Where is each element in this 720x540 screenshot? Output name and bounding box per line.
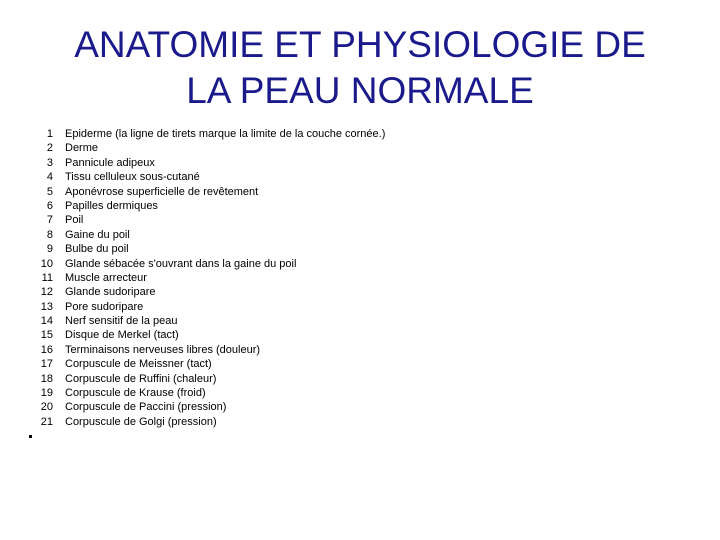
title-line-2: LA PEAU NORMALE	[186, 70, 534, 111]
legend-number: 16	[40, 343, 53, 356]
legend-item-2	[37, 141, 677, 155]
legend-item-6	[37, 199, 677, 213]
legend-label: Derme	[65, 142, 99, 155]
page-title	[30, 22, 690, 114]
legend-item-10	[37, 257, 677, 271]
legend-label: Corpuscule de Paccini (pression)	[65, 401, 227, 414]
legend-item-11	[37, 271, 677, 285]
title-line-1: ANATOMIE ET PHYSIOLOGIE DE	[74, 24, 646, 65]
legend-number: 6	[46, 199, 53, 212]
legend-item-16	[37, 343, 677, 357]
legend-item-21	[37, 415, 677, 429]
legend-label: Aponévrose superficielle de revêtement	[65, 185, 259, 198]
legend-label: Terminaisons nerveuses libres (douleur)	[65, 343, 261, 356]
legend-item-4	[37, 170, 677, 184]
legend-number: 4	[46, 171, 53, 184]
legend-label: Gaine du poil	[65, 228, 130, 241]
legend-number: 10	[40, 257, 53, 270]
legend-list	[37, 127, 677, 429]
legend-number: 21	[40, 415, 53, 428]
legend-number: 2	[46, 142, 53, 155]
legend-item-9	[37, 242, 677, 256]
legend-label: Glande sébacée s'ouvrant dans la gaine du poil	[65, 257, 297, 270]
legend-number: 14	[40, 315, 53, 328]
legend-label: Tissu celluleux sous-cutané	[65, 171, 200, 184]
legend-item-1	[37, 127, 677, 141]
legend-item-13	[37, 300, 677, 314]
legend-label: Muscle arrecteur	[65, 271, 147, 284]
legend-number: 20	[40, 401, 53, 414]
legend-number: 12	[40, 286, 53, 299]
legend-label: Pore sudoripare	[65, 300, 144, 313]
legend-label: Nerf sensitif de la peau	[65, 315, 178, 328]
legend-label: Corpuscule de Meissner (tact)	[65, 358, 212, 371]
legend-item-7	[37, 213, 677, 227]
legend-item-17	[37, 357, 677, 371]
legend-number: 13	[40, 300, 53, 313]
legend-item-20	[37, 400, 677, 414]
legend-label: Pannicule adipeux	[65, 156, 155, 169]
legend-number: 3	[46, 156, 53, 169]
legend-number: 9	[46, 243, 53, 256]
legend-item-5	[37, 185, 677, 199]
legend-item-3	[37, 156, 677, 170]
bullet-marker	[29, 435, 32, 438]
legend-label: Epiderme (la ligne de tirets marque la limite de la couche cornée.)	[65, 128, 386, 140]
legend-label: Corpuscule de Krause (froid)	[65, 387, 206, 400]
legend-number: 15	[40, 329, 53, 342]
legend-number: 17	[40, 358, 53, 371]
legend-number: 8	[46, 228, 53, 241]
legend-item-12	[37, 285, 677, 299]
legend-label: Corpuscule de Ruffini (chaleur)	[65, 372, 217, 385]
legend-number: 1	[46, 128, 53, 140]
legend-label: Glande sudoripare	[65, 286, 156, 299]
legend-number: 7	[46, 214, 53, 227]
legend-number: 18	[40, 372, 53, 385]
legend-label: Poil	[65, 214, 84, 227]
legend-item-14	[37, 314, 677, 328]
legend-number: 19	[40, 387, 53, 400]
legend-label: Corpuscule de Golgi (pression)	[65, 415, 217, 428]
legend-item-19	[37, 386, 677, 400]
legend-label: Papilles dermiques	[65, 199, 158, 212]
legend-item-18	[37, 372, 677, 386]
legend-number: 11	[41, 271, 53, 284]
legend-number: 5	[46, 185, 53, 198]
legend-item-15	[37, 328, 677, 342]
legend-item-8	[37, 228, 677, 242]
legend-label: Bulbe du poil	[65, 243, 129, 256]
legend-label: Disque de Merkel (tact)	[65, 329, 179, 342]
